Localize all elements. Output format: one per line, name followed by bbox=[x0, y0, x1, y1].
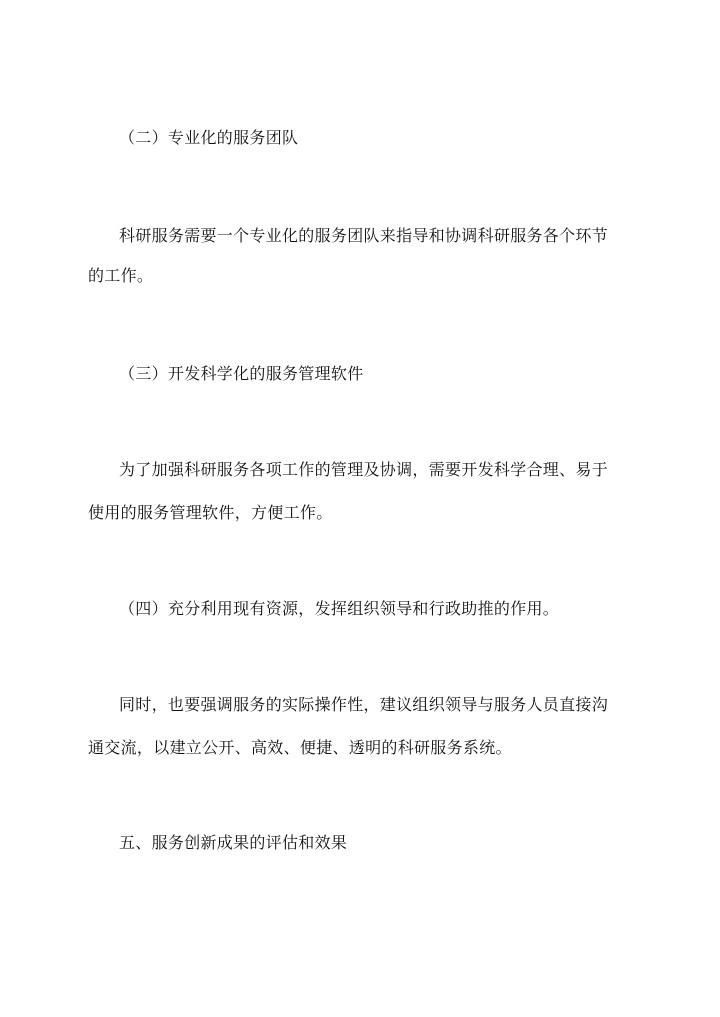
paragraph-operability-line-2: 通交流，以建立公开、高效、便捷、透明的科研服务系统。 bbox=[88, 738, 512, 757]
paragraph-team-line-2: 的工作。 bbox=[88, 266, 154, 285]
heading-management-software: （三）开发科学化的服务管理软件 bbox=[119, 364, 364, 383]
heading-professional-team: （二）专业化的服务团队 bbox=[119, 128, 299, 147]
paragraph-team-line-1: 科研服务需要一个专业化的服务团队来指导和协调科研服务各个环节 bbox=[119, 226, 609, 245]
paragraph-software-line-2: 使用的服务管理软件，方便工作。 bbox=[88, 503, 333, 522]
paragraph-operability-line-1: 同时，也要强调服务的实际操作性，建议组织领导与服务人员直接沟 bbox=[119, 695, 609, 714]
paragraph-software-line-1: 为了加强科研服务各项工作的管理及协调，需要开发科学合理、易于 bbox=[119, 460, 609, 479]
heading-existing-resources: （四）充分利用现有资源，发挥组织领导和行政助推的作用。 bbox=[119, 599, 560, 618]
section-five-title: 五、服务创新成果的评估和效果 bbox=[119, 833, 348, 852]
